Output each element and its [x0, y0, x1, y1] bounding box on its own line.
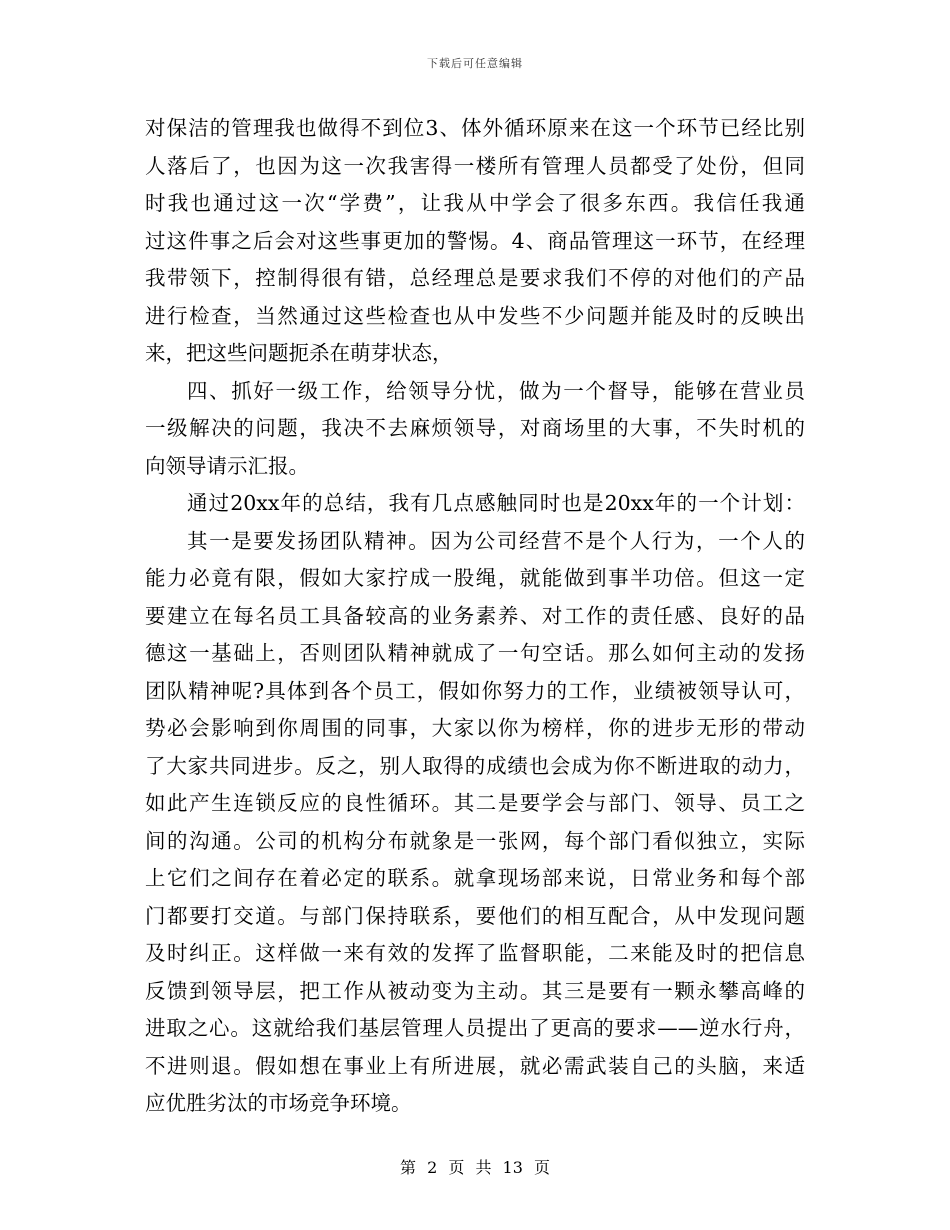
- text-line: 我带领下，控制得很有错，总经理总是要求我们不停的对他们的产品: [145, 266, 805, 290]
- text-line: 来，把这些问题扼杀在萌芽状态，: [145, 341, 453, 365]
- page-footer: 第 2 页 共 13 页: [400, 1158, 550, 1177]
- document-body: [145, 110, 805, 1123]
- text-line: 进行检查，当然通过这些检查也从中发些不少问题并能及时的反映出: [145, 303, 805, 328]
- text-line: 向领导请示汇报。: [145, 453, 309, 478]
- text-line: 通过20xx年的总结，我有几点感触同时也是20xx年的一个计划：: [187, 491, 805, 515]
- text-line: 四、抓好一级工作，给领导分忧，做为一个督导，能够在营业员: [187, 378, 805, 403]
- text-line: 德这一基础上，否则团队精神就成了一句空话。那么如何主动的发扬: [145, 641, 805, 665]
- text-line: 其一是要发扬团队精神。因为公司经营不是个人行为，一个人的: [187, 528, 805, 553]
- text-line: 进取之心。这就给我们基层管理人员提出了更高的要求——逆水行舟，: [145, 1016, 805, 1040]
- text-line: 门都要打交道。与部门保持联系，要他们的相互配合，从中发现问题: [145, 903, 805, 928]
- text-line: 势必会影响到你周围的同事，大家以你为榜样，你的进步无形的带动: [145, 716, 805, 740]
- text-line: 反馈到领导层，把工作从被动变为主动。其三是要有一颗永攀高峰的: [145, 978, 805, 1003]
- text-line: 要建立在每名员工具备较高的业务素养、对工作的责任感、良好的品: [145, 603, 805, 628]
- text-line: 一级解决的问题，我决不去麻烦领导，对商场里的大事，不失时机的: [145, 416, 805, 440]
- text-line: 过这件事之后会对这些事更加的警惕。4、商品管理这一环节，在经理: [145, 228, 805, 253]
- text-line: 上它们之间存在着必定的联系。就拿现场部来说，日常业务和每个部: [145, 866, 805, 890]
- text-line: 不进则退。假如想在事业上有所进展，就必需武装自己的头脑，来适: [145, 1053, 805, 1078]
- text-line: 时我也通过这一次“学费”，让我从中学会了很多东西。我信任我通: [145, 191, 805, 215]
- text-line: 人落后了，也因为这一次我害得一楼所有管理人员都受了处份，但同: [145, 153, 805, 178]
- text-line: 如此产生连锁反应的良性循环。其二是要学会与部门、领导、员工之: [145, 791, 805, 815]
- text-line: 及时纠正。这样做一来有效的发挥了监督职能，二来能及时的把信息: [145, 941, 805, 965]
- text-line: 对保洁的管理我也做得不到位3、体外循环原来在这一个环节已经比别: [145, 116, 805, 140]
- text-line: 了大家共同进步。反之，别人取得的成绩也会成为你不断进取的动力，: [145, 753, 805, 778]
- text-line: 团队精神呢?具体到各个员工，假如你努力的工作，业绩被领导认可，: [145, 678, 805, 703]
- page-header: 下载后可任意编辑: [427, 57, 523, 70]
- text-line: 能力必竟有限，假如大家拧成一股绳，就能做到事半功倍。但这一定: [145, 566, 805, 590]
- text-line: 间的沟通。公司的机构分布就象是一张网，每个部门看似独立，实际: [145, 828, 805, 853]
- text-line: 应优胜劣汰的市场竞争环境。: [145, 1091, 412, 1115]
